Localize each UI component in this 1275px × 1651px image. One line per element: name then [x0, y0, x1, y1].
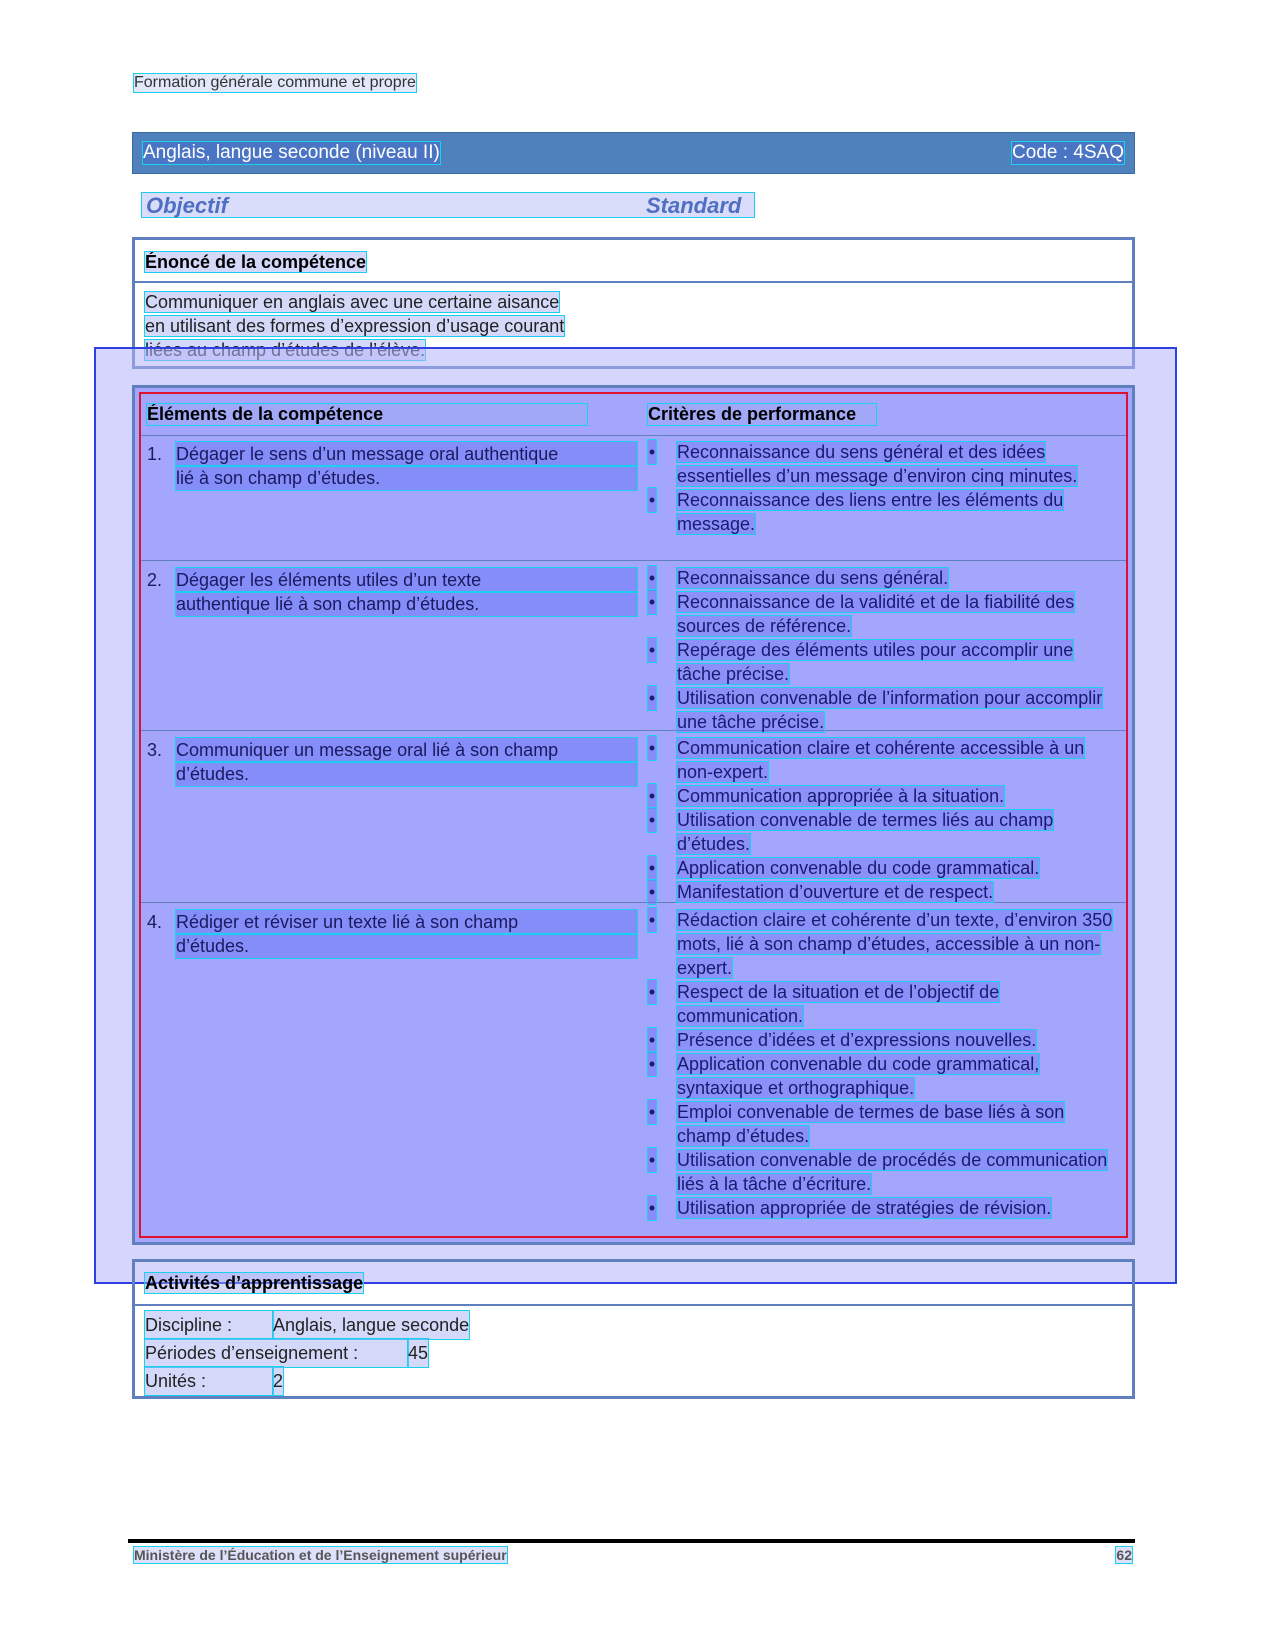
table-row: [141, 903, 1126, 1233]
enonce-line: en utilisant des formes d’expression d’usage courant: [145, 316, 565, 336]
periodes-line: [145, 1339, 1122, 1367]
bullet-icon: •: [648, 810, 656, 830]
bullet-icon: •: [648, 442, 656, 462]
element-text: d’études.: [176, 762, 637, 786]
element-4: [147, 910, 637, 958]
bullet-icon: •: [648, 1198, 656, 1218]
activites-box: [132, 1259, 1135, 1399]
course-title-bar: [132, 132, 1135, 174]
element-text: Dégager les éléments utiles d’un texte: [176, 568, 637, 592]
criterion: • Reconnaissance du sens général.: [648, 568, 949, 588]
bullet-icon: •: [648, 592, 656, 612]
table-row: [141, 435, 1126, 561]
bullet-icon: •: [648, 858, 656, 878]
element-number: 2.: [147, 570, 163, 590]
periodes-value: 45: [408, 1339, 428, 1367]
criteria-list: [648, 440, 1120, 536]
criteres-header: Critères de performance: [648, 404, 876, 425]
element-3: [147, 738, 637, 786]
table-row: [141, 731, 1126, 903]
criterion: • Manifestation d’ouverture et de respect.: [648, 882, 994, 902]
enonce-line: Communiquer en anglais avec une certaine aisance: [145, 292, 560, 312]
activites-header: Activités d’apprentissage: [145, 1273, 364, 1293]
objectif-heading: Objectif: [146, 193, 228, 218]
competence-table-header: [141, 394, 1126, 436]
element-number: 1.: [147, 444, 163, 464]
element-text: d’études.: [176, 934, 637, 958]
element-text: Communiquer un message oral lié à son champ: [176, 738, 637, 762]
footer-rule: [128, 1539, 1135, 1543]
standard-heading: Standard: [646, 193, 742, 218]
table-row: [141, 561, 1126, 731]
criterion: • Repérage des éléments utiles pour accomplir une tâche précise.: [648, 640, 1074, 684]
unites-label: Unités :: [145, 1367, 273, 1395]
bullet-icon: •: [648, 1102, 656, 1122]
criterion: • Reconnaissance du sens général et des idées essentielles d’un message d’environ cinq minutes.: [648, 442, 1078, 486]
section-subheads: [142, 193, 762, 217]
criterion: • Reconnaissance des liens entre les éléments du message.: [648, 490, 1064, 534]
bullet-icon: •: [648, 982, 656, 1002]
criteria-list: [648, 736, 1120, 904]
discipline-label: Discipline :: [145, 1311, 273, 1339]
bullet-icon: •: [648, 786, 656, 806]
element-text: lié à son champ d’études.: [176, 466, 637, 490]
criterion: • Utilisation convenable de termes liés au champ d’études.: [648, 810, 1054, 854]
element-text: authentique lié à son champ d’études.: [176, 592, 637, 616]
criterion: • Application convenable du code grammatical, syntaxique et orthographique.: [648, 1054, 1040, 1098]
element-number: 3.: [147, 740, 163, 760]
unites-value: 2: [273, 1367, 283, 1395]
course-code: Code : 4SAQ: [1012, 142, 1124, 163]
competence-table-inner: [139, 392, 1128, 1238]
bullet-icon: •: [648, 882, 656, 902]
competence-table: [132, 385, 1135, 1245]
unites-line: [145, 1367, 1122, 1395]
bullet-icon: •: [648, 1150, 656, 1170]
footer-ministry: Ministère de l’Éducation et de l’Enseignement supérieur: [134, 1547, 507, 1563]
criterion: • Communication claire et cohérente accessible à un non-expert.: [648, 738, 1085, 782]
course-title: Anglais, langue seconde (niveau II): [143, 142, 440, 163]
criteria-list: [648, 908, 1120, 1220]
element-number: 4.: [147, 912, 163, 932]
criterion: • Utilisation appropriée de stratégies de révision.: [648, 1198, 1052, 1218]
criterion: • Communication appropriée à la situation.: [648, 786, 1005, 806]
elements-header: Éléments de la compétence: [147, 404, 587, 425]
criterion: • Utilisation convenable de l’information pour accomplir une tâche précise.: [648, 688, 1103, 732]
element-1: [147, 442, 637, 490]
criterion: • Application convenable du code grammatical.: [648, 858, 1040, 878]
element-text: Dégager le sens d’un message oral authentique: [176, 442, 637, 466]
enonce-header: Énoncé de la compétence: [145, 252, 367, 272]
page-footer: [134, 1547, 1132, 1565]
running-head: Formation générale commune et propre: [134, 74, 416, 91]
bullet-icon: •: [648, 1054, 656, 1074]
element-2: [147, 568, 637, 616]
bullet-icon: •: [648, 1030, 656, 1050]
criterion: • Présence d’idées et d’expressions nouvelles.: [648, 1030, 1037, 1050]
discipline-value: Anglais, langue seconde: [273, 1311, 469, 1339]
bullet-icon: •: [648, 490, 656, 510]
discipline-line: [145, 1311, 1122, 1339]
bullet-icon: •: [648, 568, 656, 588]
criterion: • Respect de la situation et de l’objectif de communication.: [648, 982, 1000, 1026]
criterion: • Reconnaissance de la validité et de la fiabilité des sources de référence.: [648, 592, 1075, 636]
criteria-list: [648, 566, 1120, 734]
bullet-icon: •: [648, 738, 656, 758]
bullet-icon: •: [648, 688, 656, 708]
criterion: • Rédaction claire et cohérente d’un texte, d’environ 350 mots, lié à son champ d’études, accessible à un non-expert.: [648, 910, 1113, 978]
criterion: • Emploi convenable de termes de base liés à son champ d’études.: [648, 1102, 1065, 1146]
bullet-icon: •: [648, 910, 656, 930]
criterion: • Utilisation convenable de procédés de communication liés à la tâche d’écriture.: [648, 1150, 1108, 1194]
bullet-icon: •: [648, 640, 656, 660]
element-text: Rédiger et réviser un texte lié à son champ: [176, 910, 637, 934]
page-number: 62: [1116, 1547, 1132, 1563]
periodes-label: Périodes d’enseignement :: [145, 1339, 408, 1367]
